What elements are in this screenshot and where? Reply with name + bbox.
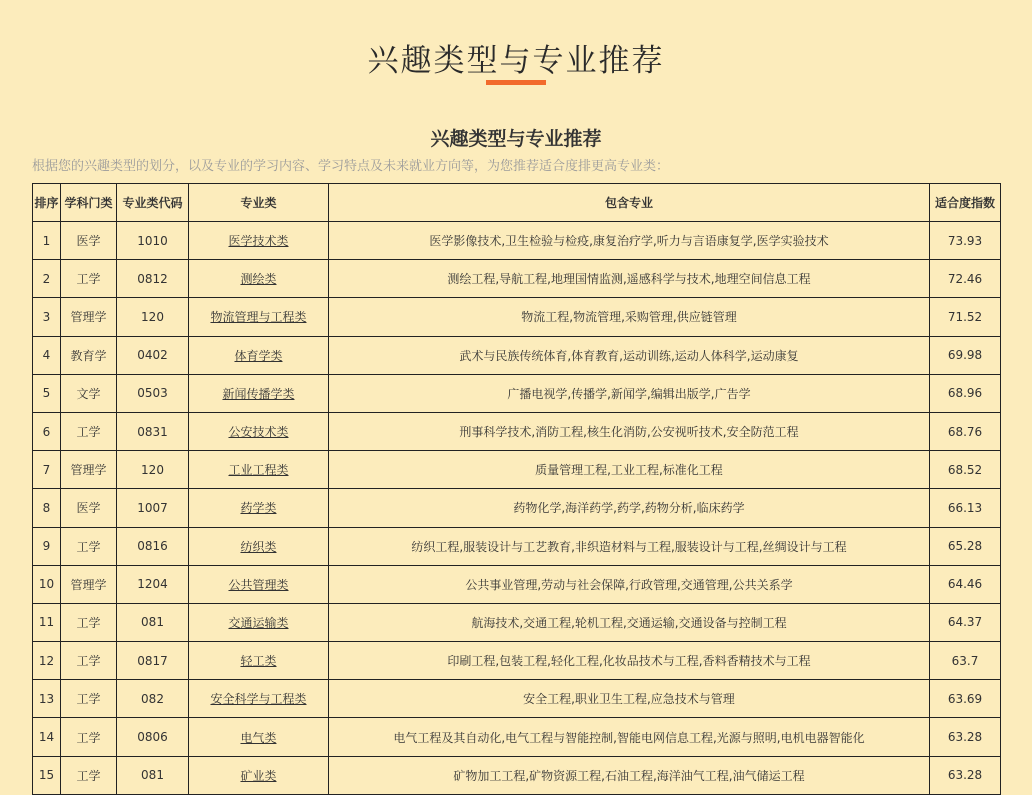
majors-cell: 纺织工程,服装设计与工艺教育,非织造材料与工程,服装设计与工程,丝绸设计与工程 — [329, 527, 930, 565]
score-cell: 68.76 — [930, 412, 1001, 450]
code-cell: 1007 — [117, 489, 189, 527]
intro-text: 根据您的兴趣类型的划分，以及专业的学习内容、学习特点及未来就业方向等，为您推荐适合度排更高专业类： — [32, 159, 670, 174]
rank-cell: 1 — [33, 222, 61, 260]
score-cell: 63.7 — [930, 642, 1001, 680]
table-row — [33, 298, 1001, 336]
category-link[interactable]: 公安技术类 — [228, 425, 289, 440]
score-cell: 63.28 — [930, 718, 1001, 756]
table-row — [33, 222, 1001, 260]
table-row — [33, 603, 1001, 641]
table-row — [33, 527, 1001, 565]
field-cell: 工学 — [61, 603, 117, 641]
score-cell: 69.98 — [930, 336, 1001, 374]
table-row — [33, 642, 1001, 680]
category-cell — [189, 527, 329, 565]
category-cell — [189, 565, 329, 603]
code-cell: 0817 — [117, 642, 189, 680]
category-link[interactable]: 物流管理与工程类 — [210, 310, 307, 325]
field-cell: 管理学 — [61, 565, 117, 603]
field-cell: 管理学 — [61, 451, 117, 489]
score-cell: 64.46 — [930, 565, 1001, 603]
code-cell: 081 — [117, 756, 189, 794]
field-cell: 文学 — [61, 374, 117, 412]
majors-cell: 广播电视学,传播学,新闻学,编辑出版学,广告学 — [329, 374, 930, 412]
score-cell: 71.52 — [930, 298, 1001, 336]
rank-cell: 15 — [33, 756, 61, 794]
category-cell — [189, 680, 329, 718]
category-cell — [189, 756, 329, 794]
field-cell: 工学 — [61, 260, 117, 298]
table-row — [33, 260, 1001, 298]
code-cell: 0503 — [117, 374, 189, 412]
category-cell — [189, 603, 329, 641]
table-row — [33, 374, 1001, 412]
code-cell: 082 — [117, 680, 189, 718]
category-link[interactable]: 交通运输类 — [228, 615, 289, 630]
category-link[interactable]: 药学类 — [240, 501, 277, 516]
rank-cell: 7 — [33, 451, 61, 489]
col-header-category: 专业类 — [189, 184, 329, 222]
category-link[interactable]: 工业工程类 — [228, 463, 289, 478]
field-cell: 工学 — [61, 718, 117, 756]
category-cell — [189, 642, 329, 680]
rank-cell: 2 — [33, 260, 61, 298]
recommendation-table — [32, 183, 1001, 795]
code-cell: 1010 — [117, 222, 189, 260]
rank-cell: 9 — [33, 527, 61, 565]
col-header-field: 学科门类 — [61, 184, 117, 222]
category-link[interactable]: 体育学类 — [234, 348, 283, 363]
field-cell: 教育学 — [61, 336, 117, 374]
category-link[interactable]: 矿业类 — [240, 768, 277, 783]
code-cell: 0816 — [117, 527, 189, 565]
code-cell: 0831 — [117, 412, 189, 450]
category-cell — [189, 451, 329, 489]
table-row — [33, 680, 1001, 718]
code-cell: 120 — [117, 298, 189, 336]
category-cell — [189, 298, 329, 336]
table-row — [33, 336, 1001, 374]
rank-cell: 4 — [33, 336, 61, 374]
code-cell: 0806 — [117, 718, 189, 756]
rank-cell: 10 — [33, 565, 61, 603]
majors-cell: 印刷工程,包装工程,轻化工程,化妆品技术与工程,香料香精技术与工程 — [329, 642, 930, 680]
field-cell: 医学 — [61, 489, 117, 527]
table-row — [33, 756, 1001, 794]
category-cell — [189, 336, 329, 374]
category-cell — [189, 718, 329, 756]
field-cell: 工学 — [61, 756, 117, 794]
table-row — [33, 451, 1001, 489]
majors-cell: 物流工程,物流管理,采购管理,供应链管理 — [329, 298, 930, 336]
score-cell: 66.13 — [930, 489, 1001, 527]
majors-cell: 质量管理工程,工业工程,标准化工程 — [329, 451, 930, 489]
category-cell — [189, 222, 329, 260]
majors-cell: 安全工程,职业卫生工程,应急技术与管理 — [329, 680, 930, 718]
table-row — [33, 718, 1001, 756]
code-cell: 0402 — [117, 336, 189, 374]
category-link[interactable]: 医学技术类 — [228, 234, 289, 249]
majors-cell: 矿物加工工程,矿物资源工程,石油工程,海洋油气工程,油气储运工程 — [329, 756, 930, 794]
rank-cell: 12 — [33, 642, 61, 680]
col-header-majors: 包含专业 — [329, 184, 930, 222]
field-cell: 工学 — [61, 642, 117, 680]
category-link[interactable]: 公共管理类 — [228, 577, 289, 592]
score-cell: 68.96 — [930, 374, 1001, 412]
rank-cell: 6 — [33, 412, 61, 450]
majors-cell: 药物化学,海洋药学,药学,药物分析,临床药学 — [329, 489, 930, 527]
majors-cell: 公共事业管理,劳动与社会保障,行政管理,交通管理,公共关系学 — [329, 565, 930, 603]
code-cell: 0812 — [117, 260, 189, 298]
score-cell: 65.28 — [930, 527, 1001, 565]
rank-cell: 3 — [33, 298, 61, 336]
col-header-code: 专业类代码 — [117, 184, 189, 222]
score-cell: 72.46 — [930, 260, 1001, 298]
field-cell: 工学 — [61, 527, 117, 565]
majors-cell: 测绘工程,导航工程,地理国情监测,遥感科学与技术,地理空间信息工程 — [329, 260, 930, 298]
code-cell: 1204 — [117, 565, 189, 603]
table-row — [33, 565, 1001, 603]
field-cell: 工学 — [61, 680, 117, 718]
table-row — [33, 412, 1001, 450]
score-cell: 73.93 — [930, 222, 1001, 260]
category-link[interactable]: 安全科学与工程类 — [210, 692, 307, 707]
title-accent-bar — [486, 80, 546, 85]
rank-cell: 14 — [33, 718, 61, 756]
code-cell: 081 — [117, 603, 189, 641]
col-header-rank: 排序 — [33, 184, 61, 222]
table-row — [33, 489, 1001, 527]
field-cell: 工学 — [61, 412, 117, 450]
majors-cell: 医学影像技术,卫生检验与检疫,康复治疗学,听力与言语康复学,医学实验技术 — [329, 222, 930, 260]
rank-cell: 8 — [33, 489, 61, 527]
score-cell: 64.37 — [930, 603, 1001, 641]
category-link[interactable]: 轻工类 — [240, 654, 277, 669]
table-header-row — [33, 184, 1001, 222]
category-link[interactable]: 电气类 — [240, 730, 277, 745]
category-link[interactable]: 新闻传播学类 — [222, 386, 295, 401]
rank-cell: 5 — [33, 374, 61, 412]
category-link[interactable]: 纺织类 — [240, 539, 277, 554]
field-cell: 管理学 — [61, 298, 117, 336]
code-cell: 120 — [117, 451, 189, 489]
category-cell — [189, 260, 329, 298]
rank-cell: 11 — [33, 603, 61, 641]
col-header-score: 适合度指数 — [930, 184, 1001, 222]
majors-cell: 武术与民族传统体育,体育教育,运动训练,运动人体科学,运动康复 — [329, 336, 930, 374]
page-title: 兴趣类型与专业推荐 — [367, 42, 665, 79]
rank-cell: 13 — [33, 680, 61, 718]
score-cell: 63.69 — [930, 680, 1001, 718]
category-cell — [189, 412, 329, 450]
category-cell — [189, 489, 329, 527]
category-link[interactable]: 测绘类 — [240, 272, 277, 287]
score-cell: 68.52 — [930, 451, 1001, 489]
category-cell — [189, 374, 329, 412]
majors-cell: 刑事科学技术,消防工程,核生化消防,公安视听技术,安全防范工程 — [329, 412, 930, 450]
score-cell: 63.28 — [930, 756, 1001, 794]
majors-cell: 电气工程及其自动化,电气工程与智能控制,智能电网信息工程,光源与照明,电机电器智能化 — [329, 718, 930, 756]
field-cell: 医学 — [61, 222, 117, 260]
section-title: 兴趣类型与专业推荐 — [430, 127, 602, 150]
majors-cell: 航海技术,交通工程,轮机工程,交通运输,交通设备与控制工程 — [329, 603, 930, 641]
